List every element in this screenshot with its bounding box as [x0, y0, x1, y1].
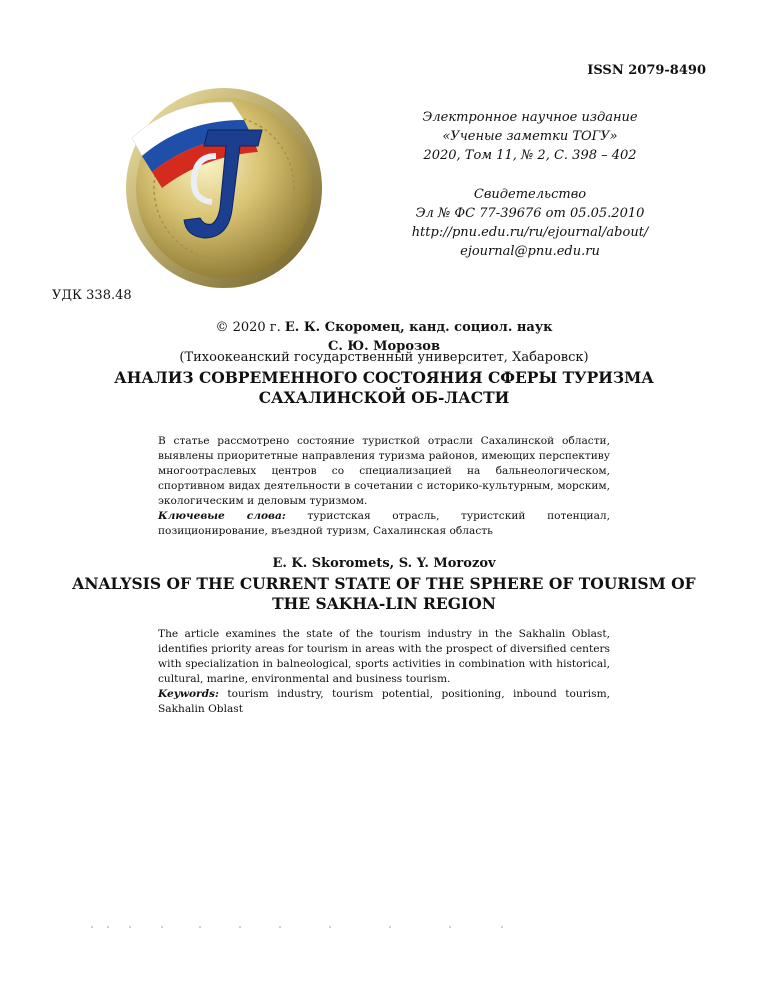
certificate-title: Свидетельство	[473, 187, 587, 202]
publication-line1: Электронное научное издание	[422, 110, 638, 125]
footer-artifact-dots	[90, 925, 510, 929]
keywords-en-label: Keywords:	[158, 688, 219, 700]
author2-ru: С. Ю. Морозов	[327, 339, 440, 354]
keywords-en-text: tourism industry, tourism potential, positioning, inbound tourism, Sakhalin Oblast	[158, 688, 610, 715]
publication-info	[380, 108, 680, 261]
affiliation-ru: (Тихоокеанский государственный университет, Хабаровск)	[179, 350, 589, 365]
certificate-number: Эл № ФС 77-39676 от 05.05.2010	[415, 206, 645, 221]
keywords-ru-text: туристская отрасль, туристский потенциал, позиционирование, въездной туризм, Сахалинская область	[158, 510, 611, 537]
abstract-ru	[158, 434, 610, 539]
abstract-en-text: The article examines the state of the tourism industry in the Sakhalin Oblast, identifies priority areas for tourism in areas with the prospect of diversified centers with specialization in balneological, sports activities in combination with historical, cultural, marine, environmental and business tourism.	[158, 628, 610, 685]
abstract-en	[158, 627, 610, 717]
keywords-ru	[158, 509, 610, 539]
authors-en: E. K. Skoromets, S. Y. Morozov	[272, 556, 496, 571]
publication-line3: 2020, Том 11, № 2, С. 398 – 402	[423, 148, 637, 163]
journal-url[interactable]: http://pnu.edu.ru/ru/ejournal/about/	[411, 225, 649, 240]
abstract-ru-text: В статье рассмотрено состояние туристкой отрасли Сахалинской области, выявлены приоритетные направления туризма районов, имеющих перспективу многоотраслевых центров со специализацией на бальнеологическом, спортивном видах деятельности в сочетании с историко-культурным, морским, экологическим и деловым туризмом.	[158, 435, 610, 507]
journal-email[interactable]: ejournal@pnu.edu.ru	[460, 244, 600, 259]
udk-code: УДК 338.48	[52, 288, 132, 303]
togu-medal-logo	[112, 60, 332, 292]
publication-line2: «Ученые заметки ТОГУ»	[442, 129, 618, 144]
title-ru: АНАЛИЗ СОВРЕМЕННОГО СОСТОЯНИЯ СФЕРЫ ТУРИЗМА САХАЛИНСКОЙ ОБ-ЛАСТИ	[114, 368, 654, 407]
keywords-ru-label: Ключевые слова:	[158, 510, 286, 522]
copyright-prefix: © 2020 г.	[215, 320, 281, 335]
keywords-en	[158, 687, 610, 717]
author1-ru: Е. К. Скоромец, канд. социол. наук	[284, 320, 553, 335]
title-en: ANALYSIS OF THE CURRENT STATE OF THE SPHERE OF TOURISM OF THE SAKHA-LIN REGION	[72, 574, 696, 613]
issn: ISSN 2079-8490	[587, 63, 706, 78]
